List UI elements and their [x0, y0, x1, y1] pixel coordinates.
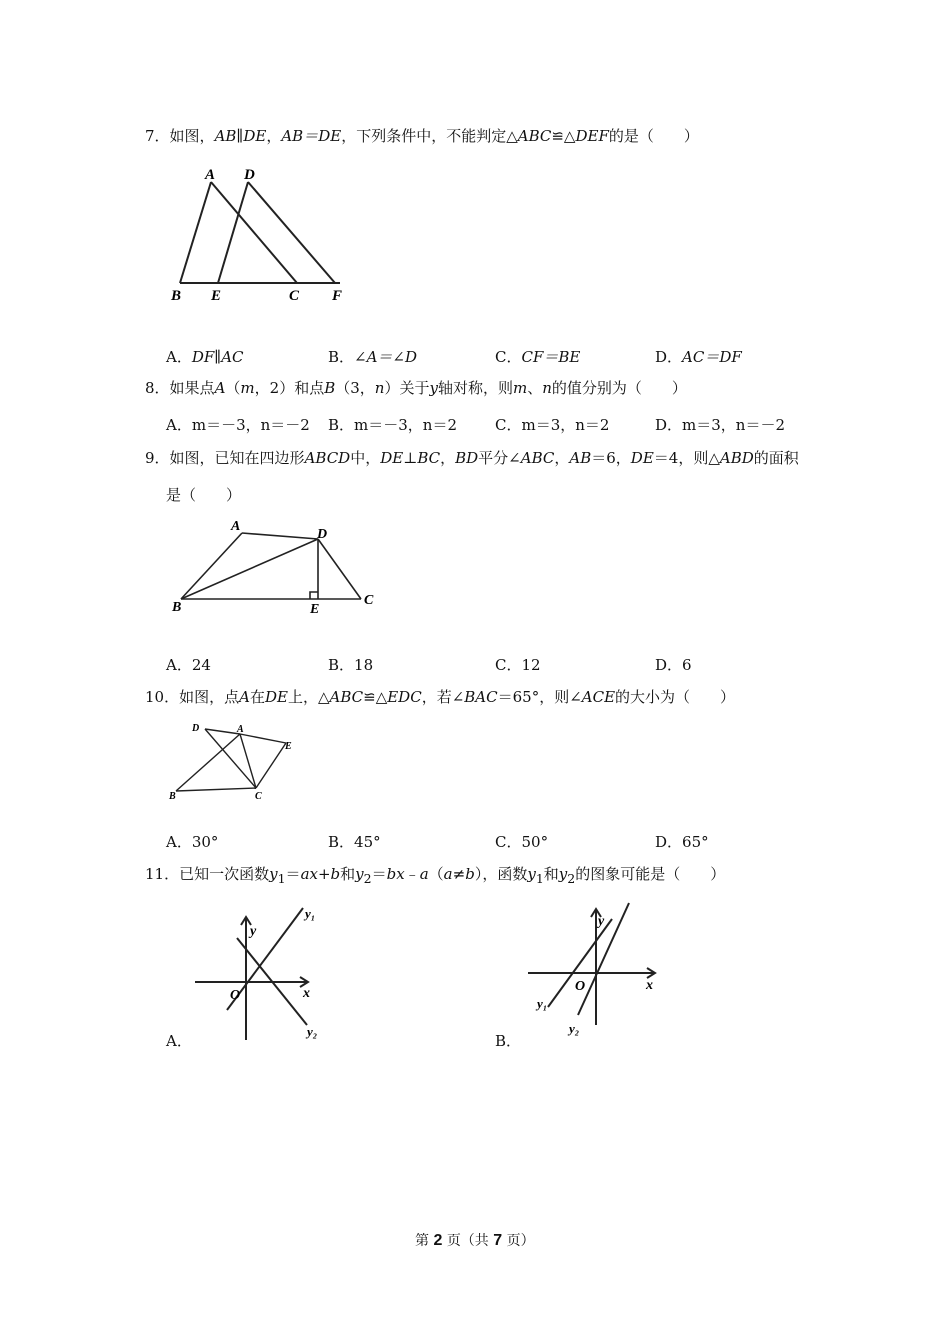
q11a-label-o: O [230, 988, 241, 1003]
q9-label-a: A [231, 519, 241, 534]
q9-label-b: B [172, 600, 182, 615]
q8-option-b: B．m＝－3，n＝2 [328, 416, 458, 434]
q9-option-d: D．6 [655, 656, 692, 674]
q11b-label-y: y [598, 914, 605, 929]
q11-option-b: B． [495, 1032, 522, 1050]
q7-label-f: F [332, 288, 343, 304]
q11a-label-x: x [303, 986, 310, 1001]
q10-option-d: D．65° [655, 833, 709, 851]
q10-label-a: A [237, 724, 244, 735]
q9-label-d: D [317, 527, 328, 542]
q8-option-c: C．m＝3，n＝2 [495, 416, 610, 434]
q10-option-a: A．30° [166, 833, 219, 851]
q9-figure [160, 510, 390, 620]
q9-option-c: C．12 [495, 656, 541, 674]
question-11-stem: 11．已知一次函数$y_1=ax+b$和$y_2=bx﹣a(a\ne b)$，函数$y_1$和$y_2$的图象可能是（ ） [145, 865, 726, 886]
q10-label-d: D [192, 723, 200, 734]
question-9-stem-line2: 是（ ） [166, 486, 242, 504]
q7-option-b: B．∠A＝∠D [328, 348, 418, 366]
question-10-stem: 10．如图，点A在DE上，△ABC≌△EDC，若∠BAC＝65°，则∠ACE的大小为（ ） [145, 688, 736, 706]
current-page-number: 2 [433, 1232, 443, 1249]
q10-figure [160, 715, 310, 810]
q10-option-b: B．45° [328, 833, 381, 851]
q11-graph-a [190, 900, 335, 1045]
q11b-label-y1: y₁ [537, 996, 548, 1011]
q8-option-a: A．m＝－3，n＝－2 [166, 416, 310, 434]
q7-label-d: D [244, 167, 255, 183]
q7-label-b: B [171, 288, 182, 304]
q7-label-a: A [205, 167, 216, 183]
q9-option-b: B．18 [328, 656, 374, 674]
q7-option-d: D．AC＝DF [655, 348, 742, 366]
q11-option-a: A． [166, 1032, 192, 1050]
question-9-stem: 9．如图，已知在四边形ABCD中，DE⊥BC，BD平分∠ABC，AB＝6，DE＝4，则△ABD的面积 [145, 449, 799, 467]
q7-label-e: E [211, 288, 222, 304]
total-page-number: 7 [493, 1232, 503, 1249]
q9-label-e: E [310, 602, 320, 617]
q11a-label-y: y [250, 924, 257, 939]
q7-option-c: C．CF＝BE [495, 348, 581, 366]
q10-label-e: E [285, 741, 292, 752]
q11b-label-x: x [646, 978, 653, 993]
page-footer: 第 2 页（共 7 页） [415, 1232, 535, 1249]
q7-label-c: C [289, 288, 300, 304]
question-7-stem: 7．如图，AB∥DE，AB＝DE，下列条件中，不能判定△ABC≌△DEF的是（ ） [145, 127, 699, 145]
q10-option-c: C．50° [495, 833, 549, 851]
q10-label-b: B [169, 791, 176, 802]
q9-option-a: A．24 [166, 656, 211, 674]
q11b-label-y2: y₂ [569, 1021, 580, 1036]
q7-option-a: A．DF∥AC [166, 348, 244, 366]
q11b-label-o: O [575, 979, 586, 994]
q8-option-d: D．m＝3，n＝－2 [655, 416, 786, 434]
q11a-label-y2: y₂ [307, 1024, 318, 1039]
q11-graph-b [520, 895, 665, 1045]
question-8-stem: 8．如果点A（m，2）和点B（3，n）关于y轴对称，则m、n的值分别为（ ） [145, 379, 687, 397]
q7-figure [160, 160, 370, 305]
q11a-label-y1: y₁ [305, 906, 316, 921]
q10-label-c: C [255, 791, 262, 802]
q9-label-c: C [364, 593, 374, 608]
